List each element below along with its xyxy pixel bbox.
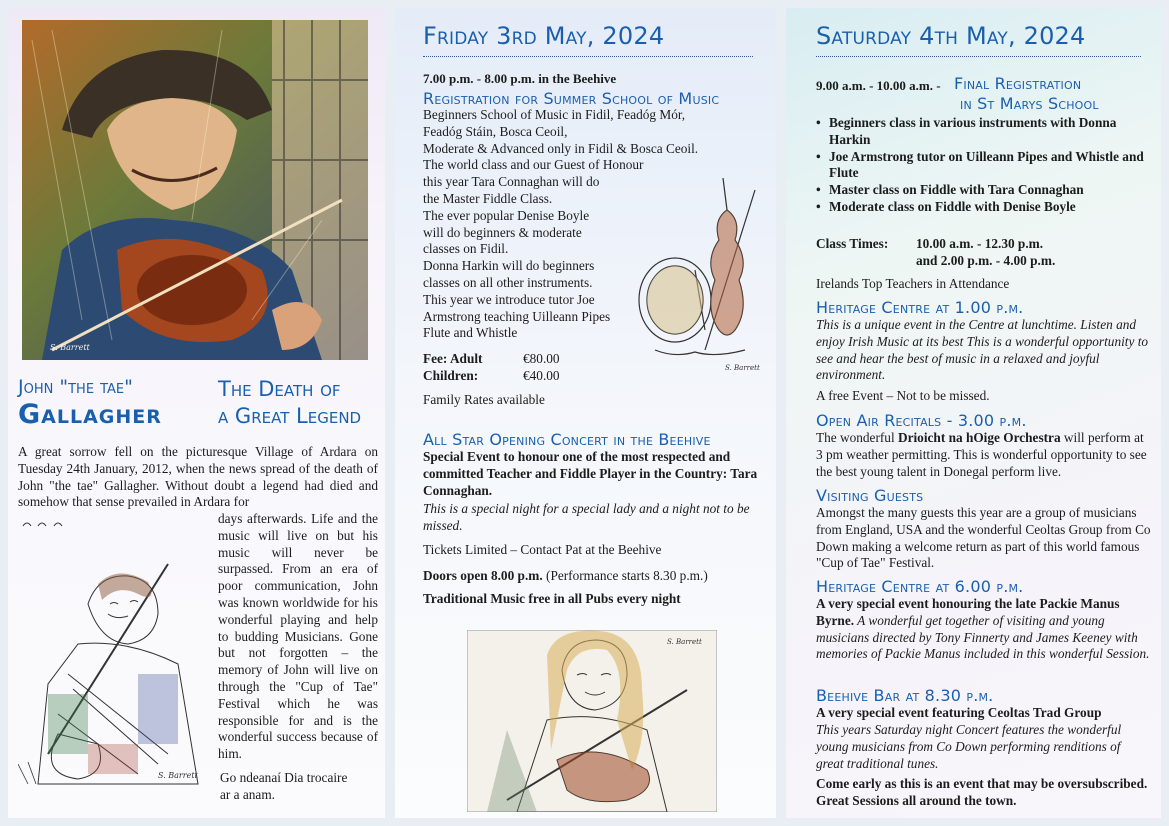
registration-line: classes on all other instruments. (423, 274, 593, 290)
svg-text:S. Barrett: S. Barrett (50, 343, 90, 352)
beehive-bar-feature: A very special event featuring Ceoltas Trad Group (816, 705, 1102, 720)
fee-children-value: €40.00 (523, 368, 560, 383)
left-panel (8, 8, 385, 818)
saturday-time: 9.00 a.m. - 10.00 a.m. - (816, 78, 941, 93)
woman-fiddler-sketch (18, 514, 213, 794)
john-title-line1: John "the tae" (18, 376, 133, 398)
fee-row-children (423, 367, 560, 384)
right-panel (786, 8, 1161, 818)
registration-line: Armstrong teaching Uilleann Pipes (423, 308, 611, 324)
heritage-1pm-free: A free Event – Not to be missed. (816, 388, 990, 403)
performance-start: (Performance starts 8.30 p.m.) (542, 568, 708, 583)
registration-title: Registration for Summer School of Music (423, 89, 720, 108)
svg-text:S. Barrett: S. Barrett (158, 771, 198, 780)
recitals-post: will perform at 3 pm weather permitting. This is wonderful opportunity to see the best young talent in Donegal perform live. (816, 430, 1147, 479)
tickets-note: Tickets Limited – Contact Pat at the Beehive (423, 542, 662, 557)
friday-title: Friday 3rd May, 2024 (423, 22, 753, 57)
list-item: • Joe Armstrong tutor on Uilleann Pipes and Whistle and Flute (816, 149, 1151, 183)
story-paragraph-2: days afterwards. Life and the music will live on but his music will never be surpassed. From an era of poor communication, John was known worldwide for his wonderful playing and help to budding Musicians. Gone but not forgotten – the memory of John will live on through the "Cup of Tae" Festival which he was responsible for and is the wonderful success because of him. (218, 511, 378, 762)
registration-line: classes on Fidil. (423, 241, 509, 257)
registration-line: Feadóg Stáin, Bosca Ceoil, (423, 123, 568, 139)
fee-adult-value: €80.00 (523, 351, 560, 366)
beehive-bar-description: This years Saturday night Concert features the wonderful young musicians from Co Down performing renditions of great traditional tunes. (816, 722, 1122, 771)
recitals-description (816, 430, 1151, 480)
irish-blessing (220, 770, 380, 804)
story-paragraph-1: A great sorrow fell on the picturesque Village of Ardara on Tuesday 24th January, 2012, when the news spread of the death of John "the tae" Gallagher. Without doubt a legend had died and somehow that sense prevailed in Ardara for (18, 444, 378, 510)
heritage-6pm-bold: A very special event honouring the late Packie Manus Byrne. (816, 596, 1120, 628)
heritage-6pm-title: Heritage Centre at 6.00 p.m. (816, 577, 1024, 596)
fiddler-portrait-painting (22, 20, 368, 360)
doors-open (423, 568, 708, 585)
friday-time: 7.00 p.m. - 8.00 p.m. in the Beehive (423, 71, 617, 86)
concert-description: Special Event to honour one of the most respected and committed Teacher and Fiddle Player in the Country: Tara Connaghan. (423, 449, 758, 498)
registration-line: Donna Harkin will do beginners (423, 258, 595, 274)
john-title-line2: Gallagher (18, 399, 162, 430)
orchestra-name: Drioicht na hOige Orchestra (897, 430, 1061, 445)
registration-line: Flute and Whistle (423, 325, 518, 341)
blessing-line2: ar a anam. (220, 786, 275, 802)
class-times-afternoon: and 2.00 p.m. - 4.00 p.m. (916, 253, 1056, 268)
top-teachers-note: Irelands Top Teachers in Attendance (816, 276, 1010, 291)
heritage-6pm-italic: A wonderful get together of visiting and young musicians directed by Tony Finnerty and James Keeney with memories of Packie Manus included in this wonderful Session. (816, 612, 1150, 662)
classes-list (816, 115, 1151, 216)
recitals-pre: The wonderful (816, 430, 898, 445)
beehive-bar-final-note: Come early as this is an event that may be oversubscribed. Great Sessions all around the town. (816, 776, 1148, 808)
fee-adult-label: Fee: Adult (423, 351, 483, 366)
fees-table (423, 350, 560, 384)
list-item: • Moderate class on Fiddle with Denise Boyle (816, 199, 1151, 216)
visiting-guests-description: Amongst the many guests this year are a group of musicians from England, USA and the wonderful Ceoltas Group from Co Down making a welcome return as part of this world famous "Cup of Tae" Festival. (816, 505, 1151, 571)
doors-open-time: Doors open 8.00 p.m. (423, 568, 543, 583)
final-registration-title (954, 74, 1099, 114)
registration-line: will do beginners & moderate (423, 224, 582, 240)
concert-title: All Star Opening Concert in the Beehive (423, 430, 711, 449)
blessing-line1: Go ndeanaí Dia trocaire (220, 770, 348, 785)
middle-panel (395, 8, 776, 818)
class-times-morning: 10.00 a.m. - 12.30 p.m. (916, 236, 1044, 251)
saturday-title: Saturday 4th May, 2024 (816, 22, 1141, 57)
class-times-label: Class Times: (816, 236, 889, 251)
fee-children-label: Children: (423, 368, 479, 383)
registration-line: the Master Fiddle Class. (423, 190, 553, 206)
concert-italic-note: This is a special night for a special lady and a night not to be missed. (423, 501, 750, 533)
svg-text:S. Barrett: S. Barrett (667, 638, 702, 646)
death-of-legend-title (218, 376, 361, 430)
list-item: • Master class on Fiddle with Tara Connaghan (816, 182, 1151, 199)
registration-line: Beginners School of Music in Fidil, Feadóg Mór, (423, 107, 686, 122)
heritage-6pm-description (816, 596, 1151, 663)
john-gallagher-title (18, 376, 162, 430)
family-rates: Family Rates available (423, 392, 545, 407)
final-reg-line2: in St Marys School (960, 94, 1099, 113)
registration-line: This year we introduce tutor Joe (423, 291, 595, 307)
beehive-bar-title: Beehive Bar at 8.30 p.m. (816, 686, 994, 705)
registration-line: The world class and our Guest of Honour (423, 157, 644, 173)
registration-line: this year Tara Connaghan will do (423, 174, 600, 190)
tara-fiddle-sketch (467, 630, 717, 812)
final-reg-line1: Final Registration (954, 74, 1082, 93)
death-title-line2: a Great Legend (218, 404, 362, 428)
fee-row-adult (423, 350, 560, 367)
registration-line: Moderate & Advanced only in Fidil & Bosca Ceoil. (423, 140, 699, 156)
registration-line: The ever popular Denise Boyle (423, 207, 590, 223)
death-title-line1: The Death of (218, 377, 341, 401)
heritage-1pm-title: Heritage Centre at 1.00 p.m. (816, 298, 1024, 317)
bodhran-fiddle-sketch (635, 170, 775, 380)
visiting-guests-title: Visiting Guests (816, 486, 924, 505)
list-item: • Beginners class in various instruments with Donna Harkin (816, 115, 1151, 149)
svg-text:S. Barrett: S. Barrett (725, 364, 760, 372)
heritage-1pm-description: This is a unique event in the Centre at lunchtime. Listen and enjoy Irish Music at its best This is a wonderful opportunity to see and hear the best of music in a relaxed and joyful environment. (816, 317, 1149, 383)
pubs-music-note: Traditional Music free in all Pubs every night (423, 591, 681, 606)
recitals-title: Open Air Recitals - 3.00 p.m. (816, 411, 1027, 430)
